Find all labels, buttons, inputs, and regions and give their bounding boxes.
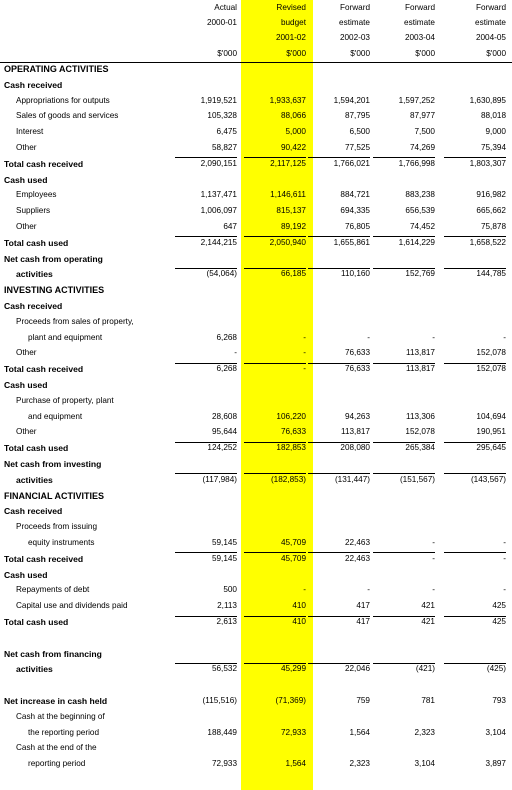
row-label: and equipment [28,411,83,421]
units-cell: $'000 [350,49,370,58]
row-label: Net cash from investing [4,459,102,469]
value-cell: 665,662 [476,206,506,216]
row-label: Cash received [4,301,63,311]
value-cell: 2,090,151 [200,158,237,168]
header-cell: 2002-03 [339,33,370,42]
value-cell: 1,803,307 [469,158,506,168]
row-label: Repayments of debt [16,585,90,595]
value-cell: 59,145 [211,553,237,563]
value-cell: 75,878 [480,222,506,231]
header-cell: Forward [339,3,370,12]
value-cell: - [503,332,506,342]
value-cell: 66,185 [280,269,306,279]
value-cell: - [303,585,306,595]
value-cell: - [303,364,306,374]
row-label: the reporting period [28,727,100,737]
value-cell: 22,463 [344,553,370,563]
value-cell: (71,369) [275,696,306,705]
table-row [0,142,512,158]
value-cell: 152,078 [405,427,435,437]
value-cell: 87,977 [409,111,435,121]
value-cell: 916,982 [476,190,506,200]
subtotal-row [0,253,512,269]
value-cell: 144,785 [476,269,506,279]
value-cell: (117,984) [202,474,237,484]
value-cell: 124,252 [207,443,237,453]
value-cell: 95,644 [211,427,237,437]
table-row [0,205,512,221]
subtotal-row [0,442,512,458]
subtotal-row [0,237,512,253]
value-cell: 1,766,998 [398,158,435,168]
value-cell: - [303,332,306,342]
units-cell: $'000 [286,49,306,58]
row-label: Total cash received [4,553,84,564]
row-label: Purchase of property, plant [16,395,114,405]
subtotal-row [0,474,512,490]
value-cell: 9,000 [485,127,506,137]
value-cell: 1,594,201 [333,95,370,105]
value-cell: (421) [415,664,435,674]
value-cell: 22,463 [344,538,370,547]
row-label: Proceeds from issuing [16,522,97,532]
value-cell: - [432,553,435,563]
subtotal-row [0,663,512,679]
row-label: activities [16,664,53,675]
row-label: Employees [16,190,57,200]
table-row [0,316,512,332]
value-cell: 45,299 [280,664,306,674]
value-cell: 1,614,229 [398,237,435,247]
value-cell: 208,080 [340,443,370,453]
value-cell: - [503,538,506,547]
value-cell: 106,220 [276,411,306,421]
value-cell: 3,897 [485,759,506,769]
value-cell: 59,145 [211,538,237,547]
header-cell: estimate [404,18,435,27]
value-cell: 75,394 [480,143,506,152]
row-label: Cash used [4,174,48,185]
table-row [0,110,512,126]
row-label: Other [16,143,37,152]
table-row [0,332,512,348]
units-cell: $'000 [415,49,435,58]
value-cell: 28,608 [211,411,237,421]
table-row [0,758,512,774]
header-cell: 2004-05 [475,33,506,42]
row-label: Total cash received [4,364,84,375]
table-row [0,600,512,616]
value-cell: 1,146,611 [270,190,306,200]
row-label: Total cash used [4,443,69,454]
value-cell: 6,500 [349,127,370,137]
header-row-1 [0,2,512,18]
value-cell: - [503,585,506,595]
units-cell: $'000 [217,49,237,58]
row-label: reporting period [28,759,86,769]
value-cell: 72,933 [211,759,237,769]
value-cell: 88,018 [480,111,506,121]
value-cell: 647 [223,222,237,231]
header-cell: budget [280,18,306,27]
row-label: Cash used [4,569,48,580]
value-cell: 793 [492,696,506,705]
value-cell: 76,805 [344,222,370,231]
value-cell: 2,613 [216,617,237,626]
subtotal-row [0,363,512,379]
subtotal-row [0,695,512,711]
value-cell: 90,422 [280,143,306,152]
header-cell: 2001-02 [275,33,306,42]
value-cell: 425 [492,617,506,626]
row-label: Other [16,348,37,358]
value-cell: 1,658,522 [469,237,506,247]
value-cell: 421 [421,617,435,626]
header-cell: Forward [475,3,506,12]
subtotal-row [0,648,512,664]
row-label: Proceeds from sales of property, [16,316,134,326]
value-cell: 656,539 [405,206,435,216]
value-cell: 94,263 [344,411,370,421]
value-cell: (425) [486,664,506,674]
value-cell: 1,597,252 [398,95,435,105]
value-cell: 883,238 [405,190,435,200]
value-cell: 815,137 [276,206,306,216]
row-label: Interest [16,127,44,137]
row-label: FINANCIAL ACTIVITIES [4,490,105,501]
value-cell: 6,475 [216,127,237,137]
value-cell: 6,268 [216,364,237,374]
value-cell: 74,452 [409,222,435,231]
table-row [0,632,512,648]
value-cell: 87,795 [344,111,370,121]
value-cell: 500 [223,585,237,595]
value-cell: 77,525 [344,143,370,152]
value-cell: 1,933,637 [269,95,306,105]
units-cell: $'000 [486,49,506,58]
value-cell: 58,827 [211,143,237,152]
table-row [0,95,512,111]
value-cell: 2,117,125 [270,158,306,168]
table-row [0,395,512,411]
row-label: Other [16,222,37,231]
header-row-2 [0,17,512,33]
header-cell: Actual [214,3,237,12]
row-label: Cash at the beginning of [16,711,105,721]
table-row [0,679,512,695]
row-label: Total cash received [4,158,84,169]
value-cell: 104,694 [476,411,506,421]
row-label: equity instruments [28,538,95,547]
table-row [0,189,512,205]
subtotal-row [0,174,512,190]
section-heading [0,63,512,79]
value-cell: 5,000 [285,127,306,137]
value-cell: 113,817 [406,348,435,358]
table-row [0,426,512,442]
value-cell: 759 [356,696,370,705]
row-label: Cash received [4,506,63,517]
value-cell: 45,709 [280,553,306,563]
header-cell: 2000-01 [206,18,237,27]
value-cell: 6,268 [216,332,237,342]
value-cell: 2,323 [414,727,435,737]
value-cell: - [367,585,370,595]
value-cell: 1,655,861 [333,237,370,247]
value-cell: 76,633 [280,427,306,437]
value-cell: 3,104 [414,759,435,769]
subtotal-row [0,379,512,395]
subtotal-row [0,569,512,585]
value-cell: 76,633 [344,348,370,358]
value-cell: 190,951 [476,427,506,437]
row-label: Appropriations for outputs [16,95,110,105]
value-cell: 105,328 [207,111,237,121]
value-cell: 1,137,471 [200,190,237,200]
value-cell: 113,817 [341,427,370,437]
table-row [0,727,512,743]
value-cell: 421 [421,601,435,611]
subtotal-row [0,268,512,284]
value-cell: 89,192 [280,222,306,231]
table-row [0,742,512,758]
table-row [0,711,512,727]
row-label: activities [16,474,53,485]
value-cell: 22,046 [344,664,370,674]
header-row-3 [0,32,512,48]
value-cell: 7,500 [414,127,435,137]
row-label: Total cash used [4,237,69,248]
value-cell: - [367,332,370,342]
value-cell: 45,709 [280,538,306,547]
value-cell: 1,766,021 [333,158,370,168]
table-row [0,221,512,237]
header-cell: estimate [339,18,370,27]
value-cell: 113,817 [406,364,435,374]
value-cell: 417 [356,617,370,626]
row-label: INVESTING ACTIVITIES [4,285,105,296]
row-label: plant and equipment [28,332,103,342]
row-label: Cash at the end of the [16,743,97,753]
value-cell: 425 [492,601,506,611]
header-cell: Revised [276,3,306,12]
row-label: Net increase in cash held [4,696,108,706]
section-heading [0,284,512,300]
value-cell: 152,078 [476,364,506,374]
value-cell: 1,564 [285,759,306,769]
subtotal-row [0,553,512,569]
value-cell: 152,078 [476,348,506,358]
value-cell: (182,853) [270,474,306,484]
table-row [0,126,512,142]
value-cell: 72,933 [280,727,306,737]
value-cell: 182,853 [276,443,306,453]
value-cell: (54,064) [206,269,237,279]
value-cell: 1,564 [349,727,370,737]
row-label: Total cash used [4,617,69,627]
value-cell: 1,919,521 [200,95,237,105]
value-cell: 74,269 [409,143,435,152]
value-cell: 2,323 [349,759,370,769]
table-row [0,521,512,537]
value-cell: 1,630,895 [469,95,506,105]
table-row [0,347,512,363]
subtotal-row [0,505,512,521]
value-cell: 113,306 [406,411,435,421]
value-cell: (115,516) [202,696,237,705]
value-cell: - [503,553,506,563]
value-cell: - [234,348,237,358]
row-label: Net cash from operating [4,253,103,264]
value-cell: 1,006,097 [200,206,237,216]
value-cell: 76,633 [344,364,370,374]
value-cell: 152,769 [405,269,435,279]
header-cell: 2003-04 [404,33,435,42]
value-cell: 781 [421,696,435,705]
value-cell: (143,567) [470,474,506,484]
table-row [0,537,512,553]
value-cell: - [432,332,435,342]
value-cell: 188,449 [207,727,237,737]
row-label: Cash used [4,380,48,390]
row-label: Sales of goods and services [16,111,119,121]
value-cell: 2,113 [217,601,237,611]
row-label: Suppliers [16,206,51,216]
value-cell: - [432,585,435,595]
value-cell: (131,447) [334,474,370,484]
value-cell: 295,645 [476,443,506,453]
value-cell: 88,066 [280,111,306,121]
value-cell: 110,160 [341,269,370,279]
subtotal-row [0,79,512,95]
table-row [0,584,512,600]
value-cell: - [432,538,435,547]
value-cell: 884,721 [340,190,370,200]
row-label: Net cash from financing [4,648,102,659]
value-cell: 2,144,215 [200,237,237,247]
value-cell: 417 [356,601,370,611]
value-cell: 3,104 [485,727,506,737]
subtotal-row [0,458,512,474]
value-cell: 410 [292,601,306,611]
row-label: OPERATING ACTIVITIES [4,64,109,74]
subtotal-row [0,300,512,316]
row-label: Capital use and dividends paid [16,601,128,611]
value-cell: 694,335 [340,206,370,216]
value-cell: 410 [292,617,306,626]
value-cell: - [303,348,306,358]
table-row [0,411,512,427]
subtotal-row [0,616,512,632]
row-label: activities [16,269,53,280]
row-label: Other [16,427,37,437]
value-cell: 2,050,940 [269,237,306,247]
section-heading [0,490,512,506]
subtotal-row [0,158,512,174]
value-cell: (151,567) [399,474,435,484]
row-label: Cash received [4,79,63,90]
header-cell: estimate [475,18,506,27]
header-cell: Forward [404,3,435,12]
value-cell: 265,384 [405,443,435,453]
value-cell: 56,532 [211,664,237,674]
